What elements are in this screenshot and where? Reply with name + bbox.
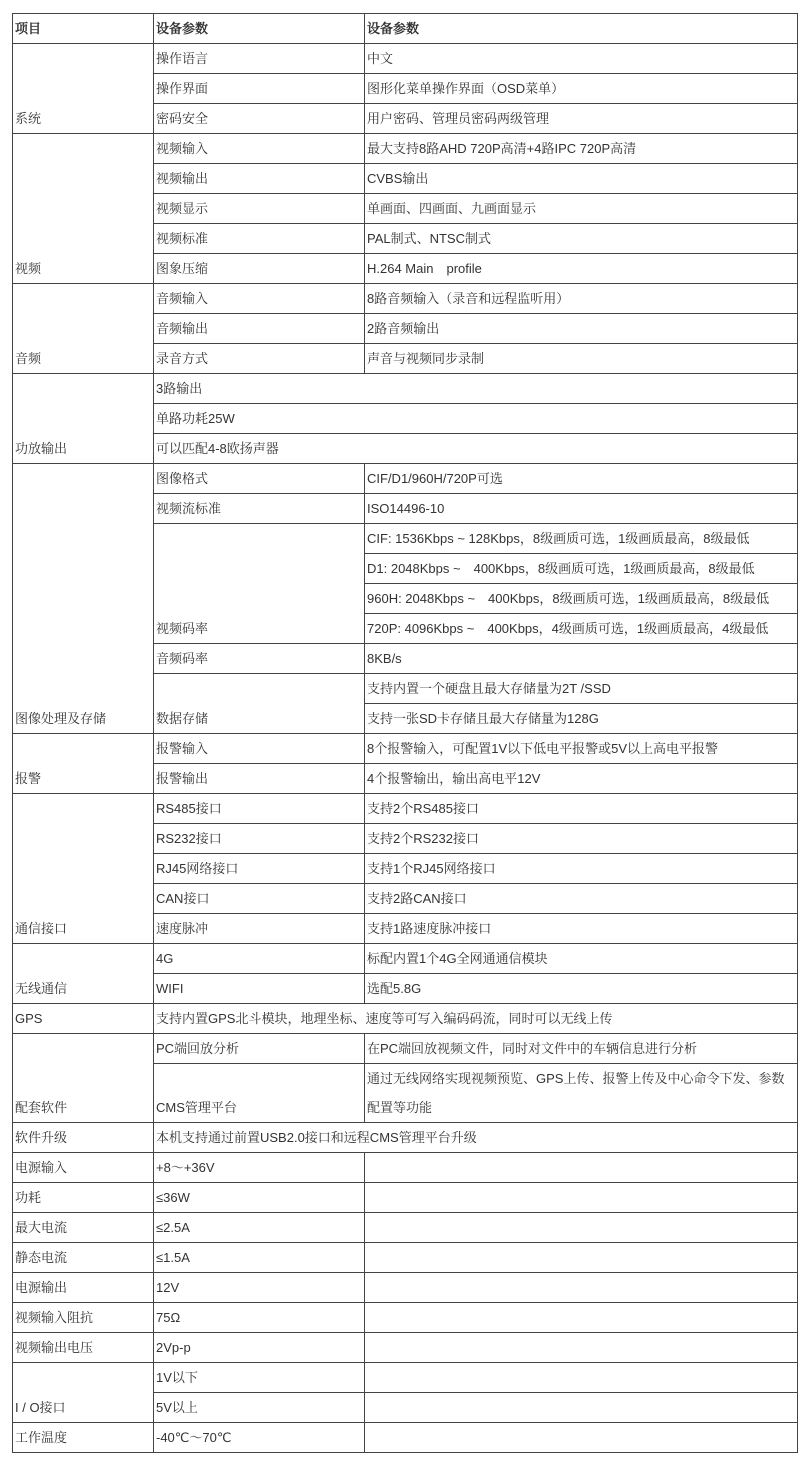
value: 8个报警输入，可配置1V以下低电平报警或5V以上高电平报警 (365, 734, 798, 764)
value: 支持2个RS232接口 (365, 824, 798, 854)
section-system: 系统 (13, 44, 154, 134)
value: 8路音频输入（录音和远程监听用） (365, 284, 798, 314)
table-row (13, 1363, 798, 1393)
value: 2Vp-p (154, 1333, 365, 1363)
empty-cell (365, 1213, 798, 1243)
section-alarm: 报警 (13, 734, 154, 794)
param: 操作界面 (154, 74, 365, 104)
param: CAN接口 (154, 884, 365, 914)
empty-cell (365, 1273, 798, 1303)
empty-cell (365, 1363, 798, 1393)
param: WIFI (154, 974, 365, 1004)
spec-table (12, 13, 798, 1453)
table-row (13, 1123, 798, 1153)
section: 最大电流 (13, 1213, 154, 1243)
value: ≤1.5A (154, 1243, 365, 1273)
value: ISO14496-10 (365, 494, 798, 524)
value: 在PC端回放视频文件，同时对文件中的车辆信息进行分析 (365, 1034, 798, 1064)
table-row (13, 1213, 798, 1243)
table-row (13, 1303, 798, 1333)
value: 5V以上 (154, 1393, 365, 1423)
value: 3路输出 (154, 374, 798, 404)
value: 最大支持8路AHD 720P高清+4路IPC 720P高清 (365, 134, 798, 164)
table-row (13, 944, 798, 974)
param: 图像格式 (154, 464, 365, 494)
table-row (13, 44, 798, 74)
param: CMS管理平台 (154, 1064, 365, 1123)
section-video: 视频 (13, 134, 154, 284)
value: 图形化菜单操作界面（OSD菜单） (365, 74, 798, 104)
section-comm: 通信接口 (13, 794, 154, 944)
param: RS232接口 (154, 824, 365, 854)
table-row (13, 1273, 798, 1303)
param: 音频码率 (154, 644, 365, 674)
value: D1: 2048Kbps ~ 400Kbps，8级画质可选，1级画质最高，8级最低 (365, 554, 798, 584)
section-imaging: 图像处理及存储 (13, 464, 154, 734)
section-amp: 功放输出 (13, 374, 154, 464)
empty-cell (365, 1303, 798, 1333)
value: 用户密码、管理员密码两级管理 (365, 104, 798, 134)
value: H.264 Main profile (365, 254, 798, 284)
value: 中文 (365, 44, 798, 74)
value: 支持1个RJ45网络接口 (365, 854, 798, 884)
table-row (13, 374, 798, 404)
value: 2路音频输出 (365, 314, 798, 344)
empty-cell (365, 1423, 798, 1453)
header-item: 项目 (13, 14, 154, 44)
section-temp: 工作温度 (13, 1423, 154, 1453)
table-row (13, 1243, 798, 1273)
param: 图象压缩 (154, 254, 365, 284)
param: 操作语言 (154, 44, 365, 74)
value: CIF/D1/960H/720P可选 (365, 464, 798, 494)
value: 8KB/s (365, 644, 798, 674)
table-row (13, 1183, 798, 1213)
param: 报警输入 (154, 734, 365, 764)
param: PC端回放分析 (154, 1034, 365, 1064)
value: 支持2个RS485接口 (365, 794, 798, 824)
value: 支持内置GPS北斗模块，地理坐标、速度等可写入编码码流，同时可以无线上传 (154, 1004, 798, 1034)
section-audio: 音频 (13, 284, 154, 374)
section-wireless: 无线通信 (13, 944, 154, 1004)
value: 720P: 4096Kbps ~ 400Kbps，4级画质可选，1级画质最高，4级最低 (365, 614, 798, 644)
empty-cell (365, 1393, 798, 1423)
value: 单画面、四画面、九画面显示 (365, 194, 798, 224)
param: 视频输入 (154, 134, 365, 164)
value: 选配5.8G (365, 974, 798, 1004)
section-upgrade: 软件升级 (13, 1123, 154, 1153)
empty-cell (365, 1183, 798, 1213)
value: CIF: 1536Kbps ~ 128Kbps，8级画质可选，1级画质最高，8级最低 (365, 524, 798, 554)
section: 电源输入 (13, 1153, 154, 1183)
header-row (13, 14, 798, 44)
param: 视频显示 (154, 194, 365, 224)
param: 视频标准 (154, 224, 365, 254)
value: 75Ω (154, 1303, 365, 1333)
section: 电源输出 (13, 1273, 154, 1303)
value: 支持一张SD卡存储且最大存储量为128G (365, 704, 798, 734)
table-row (13, 134, 798, 164)
table-row (13, 464, 798, 494)
param: 4G (154, 944, 365, 974)
table-row (13, 1333, 798, 1363)
section: 视频输入阻抗 (13, 1303, 154, 1333)
value: 标配内置1个4G全网通通信模块 (365, 944, 798, 974)
section: 功耗 (13, 1183, 154, 1213)
value: 支持1路速度脉冲接口 (365, 914, 798, 944)
param: 报警输出 (154, 764, 365, 794)
empty-cell (365, 1243, 798, 1273)
empty-cell (365, 1153, 798, 1183)
param: 视频码率 (154, 524, 365, 644)
value: 12V (154, 1273, 365, 1303)
table-row (13, 284, 798, 314)
table-row (13, 1034, 798, 1064)
value: 960H: 2048Kbps ~ 400Kbps，8级画质可选，1级画质最高，8级最低 (365, 584, 798, 614)
value: 4个报警输出，输出高电平12V (365, 764, 798, 794)
value: +8～+36V (154, 1153, 365, 1183)
section-software: 配套软件 (13, 1034, 154, 1123)
table-row (13, 1153, 798, 1183)
value: 声音与视频同步录制 (365, 344, 798, 374)
value: 1V以下 (154, 1363, 365, 1393)
value: 本机支持通过前置USB2.0接口和远程CMS管理平台升级 (154, 1123, 798, 1153)
value: -40℃～70℃ (154, 1423, 365, 1453)
param: 密码安全 (154, 104, 365, 134)
param: RS485接口 (154, 794, 365, 824)
section-gps: GPS (13, 1004, 154, 1034)
header-param: 设备参数 (154, 14, 365, 44)
section: 视频输出电压 (13, 1333, 154, 1363)
value: PAL制式、NTSC制式 (365, 224, 798, 254)
section: 静态电流 (13, 1243, 154, 1273)
table-row (13, 1004, 798, 1034)
param: 视频流标准 (154, 494, 365, 524)
param: 音频输入 (154, 284, 365, 314)
value: 单路功耗25W (154, 404, 798, 434)
value: 通过无线网络实现视频预览、GPS上传、报警上传及中心命令下发、参数配置等功能 (365, 1064, 798, 1123)
param: 数据存储 (154, 674, 365, 734)
value: ≤36W (154, 1183, 365, 1213)
param: 速度脉冲 (154, 914, 365, 944)
value: 支持内置一个硬盘且最大存储量为2T /SSD (365, 674, 798, 704)
param: 音频输出 (154, 314, 365, 344)
header-param-value: 设备参数 (365, 14, 798, 44)
section-io: I / O接口 (13, 1363, 154, 1423)
param: 视频输出 (154, 164, 365, 194)
value: 可以匹配4-8欧扬声器 (154, 434, 798, 464)
value: ≤2.5A (154, 1213, 365, 1243)
table-row (13, 734, 798, 764)
value: CVBS输出 (365, 164, 798, 194)
value: 支持2路CAN接口 (365, 884, 798, 914)
param: 录音方式 (154, 344, 365, 374)
empty-cell (365, 1333, 798, 1363)
param: RJ45网络接口 (154, 854, 365, 884)
table-row (13, 794, 798, 824)
table-row (13, 1423, 798, 1453)
